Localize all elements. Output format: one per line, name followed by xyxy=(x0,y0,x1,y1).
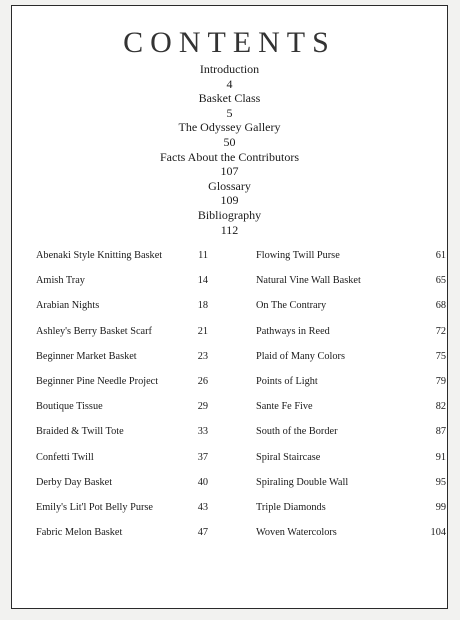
entry-page: 104 xyxy=(430,527,446,539)
entry-title: Triple Diamonds xyxy=(256,501,326,513)
entry-page: 14 xyxy=(197,275,208,287)
front-matter-page: 109 xyxy=(220,193,239,208)
entry-page: 65 xyxy=(435,275,446,287)
entry-page: 47 xyxy=(197,527,208,539)
entry-title: On The Contrary xyxy=(256,300,327,312)
entry-title: South of the Border xyxy=(256,426,338,438)
entry-title: Ashley's Berry Basket Scarf xyxy=(36,325,152,337)
entry-title: Spiral Staircase xyxy=(256,451,321,463)
entry-title: Plaid of Many Colors xyxy=(256,350,345,362)
entry-page: 99 xyxy=(435,501,446,513)
entry-page: 68 xyxy=(435,300,446,312)
left-contents-column xyxy=(36,250,232,552)
contents-entry xyxy=(36,300,232,325)
entry-page: 40 xyxy=(197,476,208,488)
contents-entry xyxy=(256,376,452,401)
entry-title: Flowing Twill Purse xyxy=(256,250,340,261)
front-matter-page: 112 xyxy=(220,222,239,237)
entry-page: 75 xyxy=(435,350,446,362)
entry-title: Amish Tray xyxy=(36,275,85,287)
contents-entry xyxy=(256,502,452,527)
front-matter-page: 107 xyxy=(220,164,239,179)
contents-entry xyxy=(256,477,452,502)
contents-entry xyxy=(36,452,232,477)
entry-page: 29 xyxy=(197,401,208,413)
contents-entry xyxy=(36,326,232,351)
contents-entry xyxy=(36,527,232,552)
front-matter-title: Facts About the Contributors xyxy=(160,149,299,164)
entry-page: 79 xyxy=(435,375,446,387)
contents-entry xyxy=(256,351,452,376)
entry-page: 82 xyxy=(435,401,446,413)
right-contents-column xyxy=(256,250,452,552)
contents-entry xyxy=(36,426,232,451)
entry-page: 21 xyxy=(197,325,208,337)
entry-page: 43 xyxy=(197,501,208,513)
entry-title: Confetti Twill xyxy=(36,451,94,463)
front-matter-title: Basket Class xyxy=(198,91,261,106)
contents-entry xyxy=(36,275,232,300)
entry-page: 61 xyxy=(435,250,446,261)
entry-title: Abenaki Style Knitting Basket xyxy=(36,250,163,261)
entry-title: Arabian Nights xyxy=(36,300,100,312)
entry-title: Woven Watercolors xyxy=(256,527,337,539)
contents-entry xyxy=(256,527,452,552)
entry-title: Beginner Market Basket xyxy=(36,350,137,362)
contents-entry xyxy=(256,401,452,426)
entry-title: Beginner Pine Needle Project xyxy=(36,375,159,387)
entry-title: Spiraling Double Wall xyxy=(256,476,349,488)
entry-title: Points of Light xyxy=(256,375,318,387)
entry-title: Sante Fe Five xyxy=(256,401,313,413)
contents-entry xyxy=(256,326,452,351)
contents-entry xyxy=(36,401,232,426)
contents-page xyxy=(11,5,448,609)
entry-page: 23 xyxy=(197,350,208,362)
front-matter-title: Introduction xyxy=(199,62,260,76)
front-matter-page: 50 xyxy=(223,134,236,149)
contents-entry xyxy=(36,477,232,502)
page-title: CONTENTS xyxy=(123,26,336,59)
front-matter-title: Glossary xyxy=(208,178,251,193)
entry-page: 72 xyxy=(435,325,446,337)
contents-entry xyxy=(256,275,452,300)
entry-page: 37 xyxy=(197,451,208,463)
entry-page: 18 xyxy=(197,300,208,312)
entry-title: Derby Day Basket xyxy=(36,476,113,488)
entry-title: Emily's Lit'l Pot Belly Purse xyxy=(36,501,153,513)
entry-title: Pathways in Reed xyxy=(256,325,330,337)
entry-page: 87 xyxy=(435,426,446,438)
contents-entry xyxy=(256,250,452,275)
contents-entry xyxy=(36,250,232,275)
front-matter-page: 5 xyxy=(226,105,233,120)
front-matter-page: 4 xyxy=(226,76,233,91)
entry-title: Natural Vine Wall Basket xyxy=(256,275,361,287)
contents-entry xyxy=(36,376,232,401)
contents-entry xyxy=(36,502,232,527)
entry-page: 91 xyxy=(435,451,446,463)
entry-page: 33 xyxy=(197,426,208,438)
front-matter-title: Bibliography xyxy=(197,207,262,222)
front-matter-list xyxy=(12,62,447,237)
contents-entry xyxy=(256,300,452,325)
entry-page: 26 xyxy=(197,375,208,387)
contents-entry xyxy=(256,452,452,477)
contents-entry xyxy=(36,351,232,376)
entry-title: Boutique Tissue xyxy=(36,401,103,413)
entry-page: 95 xyxy=(435,476,446,488)
entry-title: Braided & Twill Tote xyxy=(36,426,124,438)
entry-title: Fabric Melon Basket xyxy=(36,527,123,539)
entry-page: 11 xyxy=(198,250,208,261)
contents-entry xyxy=(256,426,452,451)
front-matter-title: The Odyssey Gallery xyxy=(178,120,281,135)
